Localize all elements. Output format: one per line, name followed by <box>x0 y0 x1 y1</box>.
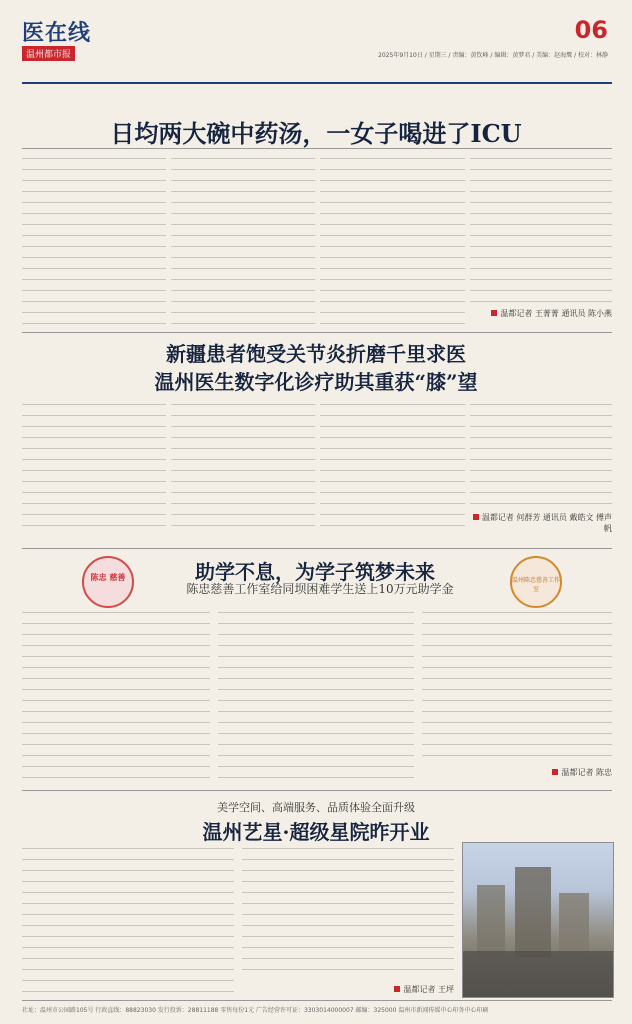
byline-marker-icon <box>491 310 497 316</box>
headline-article-2-line-2: 温州医生数字化诊疗助其重获“膝”望 <box>154 370 478 394</box>
article-4-column-1 <box>22 848 234 996</box>
article-3-column-2 <box>218 612 414 778</box>
divider-article-3 <box>22 548 612 549</box>
page-number: 06 <box>574 16 608 44</box>
byline-marker-icon <box>394 986 400 992</box>
article-2-column-1 <box>22 404 166 530</box>
section-title: 医在线 <box>22 20 92 46</box>
byline-marker-icon <box>473 514 479 520</box>
article-3-column-3 <box>422 612 612 766</box>
clinic-building-photo <box>462 842 614 998</box>
article-1-column-2 <box>171 158 315 326</box>
headline-article-4: 温州艺星·超级星院昨开业 <box>202 820 430 844</box>
paper-name: 温州都市报 <box>22 46 75 61</box>
tower-shape <box>477 885 505 955</box>
article-2-column-2 <box>171 404 315 530</box>
article-3-byline: 温都记者 陈忠 <box>422 767 612 778</box>
issue-meta: 2025年9月10日 / 星期三 / 责编：黄钦峰 / 编辑：黄梦君 / 美编：赵海鹰 / 校对：林静 <box>378 52 608 59</box>
divider-article-4 <box>22 790 612 791</box>
byline-marker-icon <box>552 769 558 775</box>
tower-shape <box>559 893 589 957</box>
tower-shape <box>515 867 551 957</box>
subhead-article-3: 陈忠慈善工作室给同坝困难学生送上10万元助学金 <box>186 582 454 596</box>
street-level-shape <box>463 951 613 997</box>
article-1-column-1 <box>22 158 166 326</box>
headline-article-3: 助学不息，为学子筑梦未来 <box>195 560 435 584</box>
article-2-byline: 温都记者 何群芳 通讯员 戴皓文 傅声帆 <box>470 512 612 534</box>
article-1-column-4 <box>470 158 612 308</box>
charity-logo-right: 温州陈忠慈善工作室 <box>510 556 562 608</box>
headline-article-2-line-1: 新疆患者饱受关节炎折磨千里求医 <box>166 342 466 366</box>
article-2-column-3 <box>320 404 465 530</box>
masthead <box>22 16 612 74</box>
charity-logo-left: 陈忠 慈善 <box>82 556 134 608</box>
divider-article-1 <box>22 148 612 149</box>
article-1-byline: 温都记者 王菁菁 通讯员 陈小燕 <box>470 308 612 319</box>
article-4-byline: 温都记者 王坪 <box>242 984 454 995</box>
article-3-column-1 <box>22 612 210 778</box>
masthead-rule <box>22 82 612 84</box>
article-2-column-4 <box>470 404 612 510</box>
footer-info: 社址：温州市公园路105号 行政直线：88823030 发行投诉：28811188 零售每份1元 广告经营许可证：3303014000007 邮编：325000 温州市新闻传媒中心印务中心印刷 <box>22 1007 489 1014</box>
footer-rule <box>22 1000 612 1001</box>
headline-article-1: 日均两大碗中药汤，一女子喝进了ICU <box>110 119 522 148</box>
article-4-column-2 <box>242 848 454 980</box>
kicker-article-4: 美学空间、高端服务、品质体验全面升级 <box>217 801 415 814</box>
article-1-column-3 <box>320 158 465 326</box>
divider-article-2 <box>22 332 612 333</box>
